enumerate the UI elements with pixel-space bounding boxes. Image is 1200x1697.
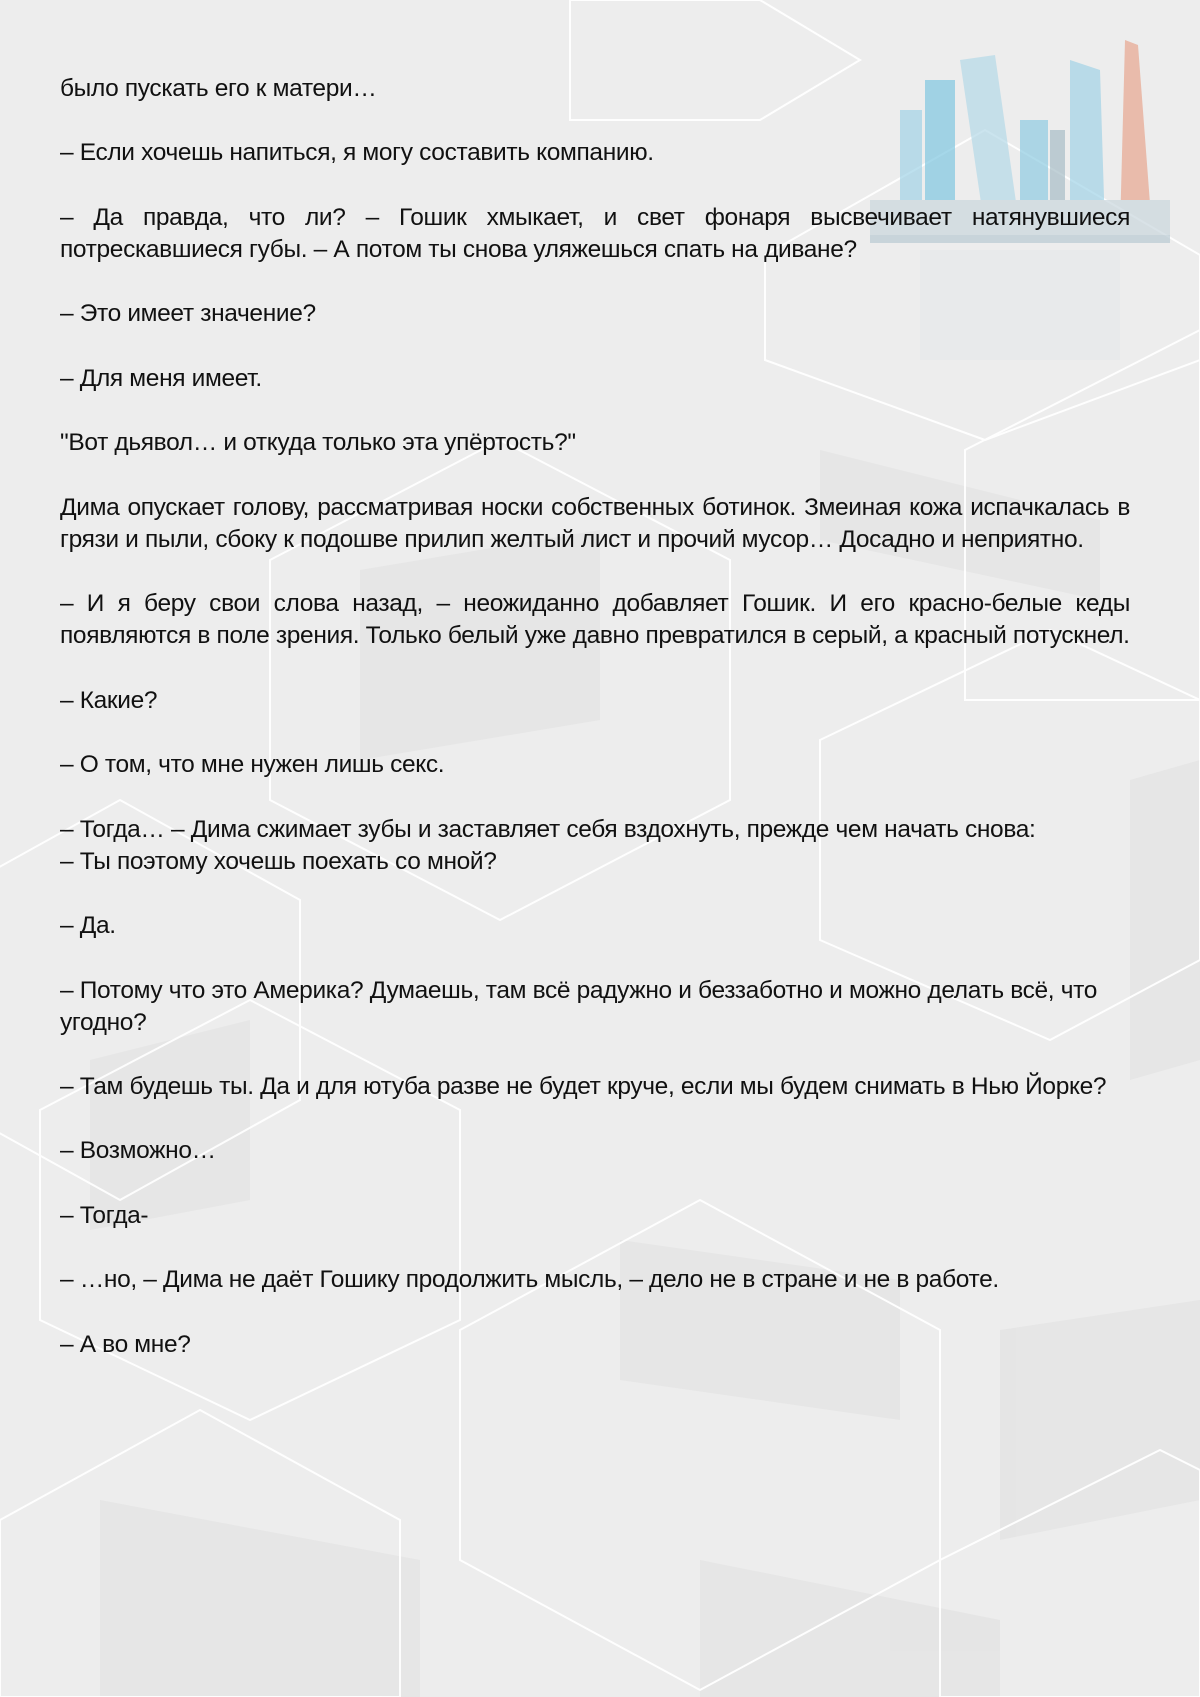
paragraph: – …но, – Дима не даёт Гошику продолжить мысль, – дело не в стране и не в работе. <box>60 1266 999 1294</box>
paragraph: – Да правда, что ли? – Гошик хмыкает, и свет фонаря высвечивает натянувшиеся потрескавшиеся губы. – А потом ты снова уляжешься спать на диване? <box>60 203 1130 263</box>
paragraph: – Это имеет значение? <box>60 300 316 328</box>
paragraph: – А во мне? <box>60 1330 191 1358</box>
paragraph: – И я беру свои слова назад, – неожиданно добавляет Гошик. И его красно-белые кеды появляются в поле зрения. Только белый уже давно превратился в серый, а красный потускнел. <box>60 590 1130 650</box>
paragraph: – Возможно… <box>60 1137 216 1165</box>
paragraph: – Потому что это Америка? Думаешь, там всё радужно и беззаботно и можно делать всё, что угодно? <box>60 976 1097 1036</box>
paragraph: – Если хочешь напиться, я могу составить компанию. <box>60 139 654 167</box>
paragraph <box>60 846 1130 878</box>
paragraph <box>60 814 1130 846</box>
paragraph-line: – Тогда… – Дима сжимает зубы и заставляет себя вздохнуть, прежде чем начать снова: <box>60 815 1036 843</box>
paragraph: – О том, что мне нужен лишь секс. <box>60 751 445 779</box>
paragraph: Дима опускает голову, рассматривая носки собственных ботинок. Змеиная кожа испачкалась в грязи и пыли, сбоку к подошве прилип желтый лист и прочий мусор… Досадно и неприятно. <box>60 493 1130 553</box>
paragraph-line: – Ты поэтому хочешь поехать со мной? <box>60 847 497 875</box>
paragraph: – Тогда- <box>60 1201 149 1229</box>
paragraph: – Какие? <box>60 686 158 714</box>
paragraph: – Для меня имеет. <box>60 364 262 392</box>
paragraph: было пускать его к матери… <box>60 75 377 102</box>
document-page-text <box>60 73 1130 1393</box>
paragraph: – Да. <box>60 912 116 940</box>
paragraph: – Там будешь ты. Да и для ютуба разве не будет круче, если мы будем снимать в Нью Йорке? <box>60 1073 1107 1101</box>
paragraph: "Вот дьявол… и откуда только эта упёртость?" <box>60 429 576 457</box>
